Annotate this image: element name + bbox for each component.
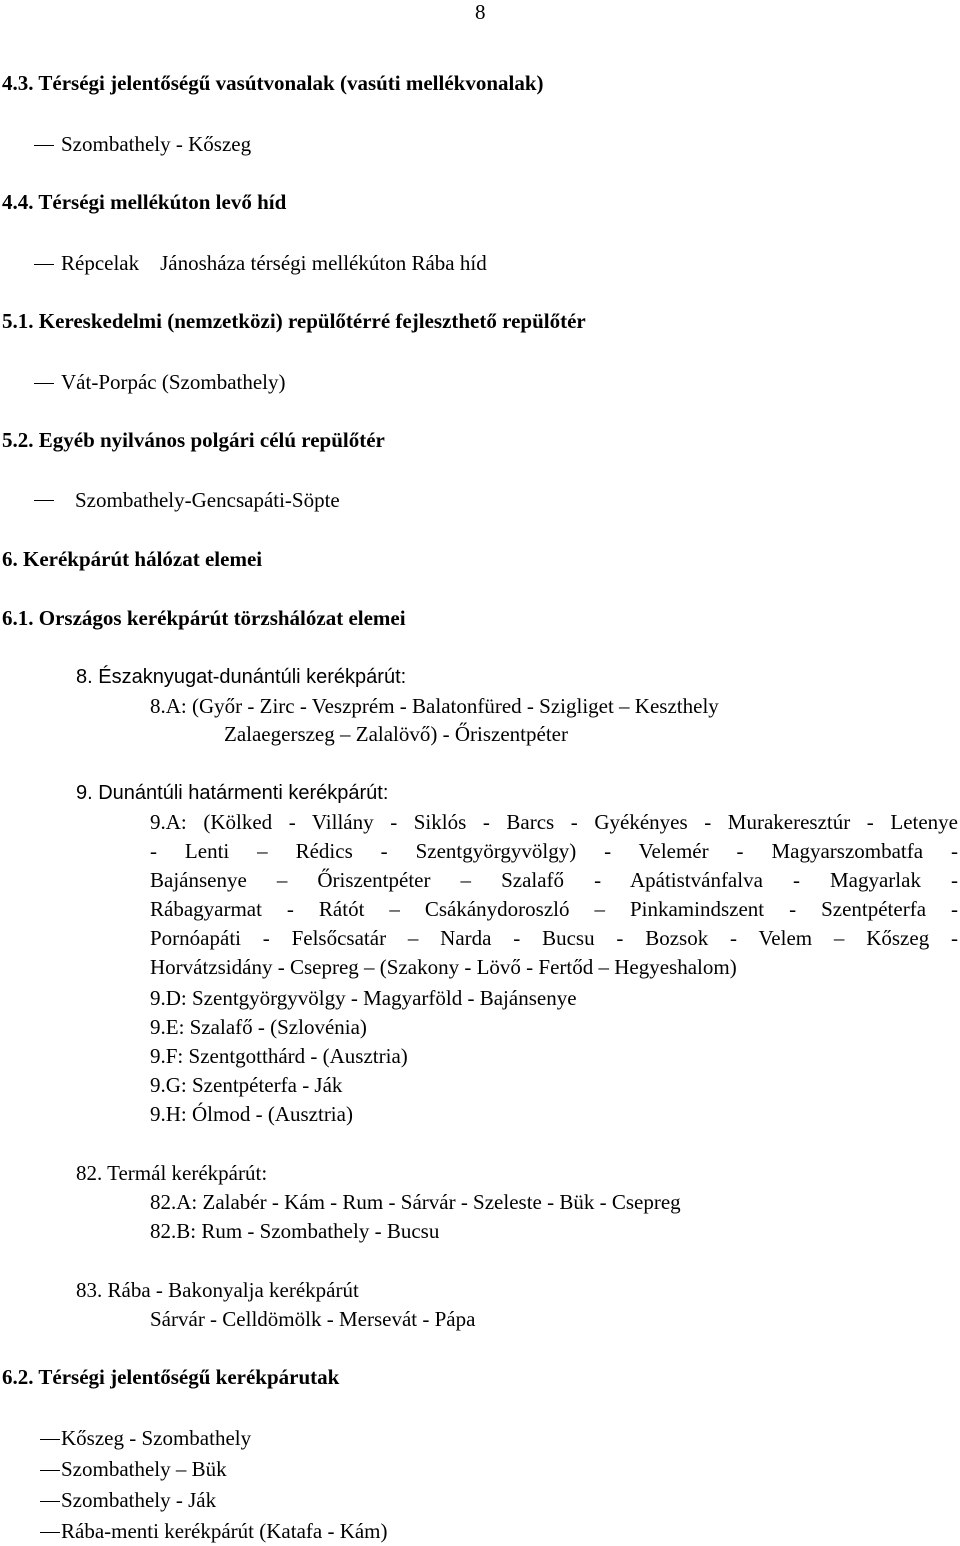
list-item: Szombathely – Bük: [61, 1457, 227, 1481]
route-83-title: 83. Rába - Bakonyalja kerékpárút: [76, 1278, 359, 1302]
route-82b: 82.B: Rum - Szombathely - Bucsu: [150, 1219, 440, 1243]
section-heading-4-3: 4.3. Térségi jelentőségű vasútvonalak (vasúti mellékvonalak): [2, 71, 544, 95]
bullet-dash: [40, 1501, 60, 1502]
section-heading-4-4: 4.4. Térségi mellékúton levő híd: [2, 190, 287, 214]
route-9-title: 9. Dunántúli határmenti kerékpárút:: [76, 782, 389, 804]
route-8a-line2: Zalaegerszeg – Zalalövő) - Őriszentpéter: [224, 722, 568, 746]
route-9h: 9.H: Ólmod - (Ausztria): [150, 1102, 353, 1126]
bullet-dash: [34, 383, 54, 384]
list-item: Szombathely - Ják: [61, 1488, 217, 1512]
bullet-dash: [40, 1470, 60, 1471]
route-9g: 9.G: Szentpéterfa - Ják: [150, 1073, 343, 1097]
bullet-dash: [34, 145, 54, 146]
list-item: Szombathely-Gencsapáti-Söpte: [75, 488, 340, 512]
route-82a: 82.A: Zalabér - Kám - Rum - Sárvár - Szeleste - Bük - Csepreg: [150, 1190, 681, 1214]
list-item: Rába-menti kerékpárút (Katafa - Kám): [61, 1519, 388, 1543]
route-9f: 9.F: Szentgotthárd - (Ausztria): [150, 1044, 408, 1068]
route-83-line: Sárvár - Celldömölk - Mersevát - Pápa: [150, 1307, 476, 1331]
section-heading-6-1: 6.1. Országos kerékpárút törzshálózat elemei: [2, 606, 406, 630]
route-8-title: 8. Északnyugat-dunántúli kerékpárút:: [76, 666, 407, 688]
section-heading-5-2: 5.2. Egyéb nyilvános polgári célú repülőtér: [2, 428, 385, 452]
route-9e: 9.E: Szalafő - (Szlovénia): [150, 1015, 367, 1039]
route-9a-paragraph: [150, 808, 958, 982]
section-heading-5-1: 5.1. Kereskedelmi (nemzetközi) repülőtérré fejleszthető repülőtér: [2, 309, 586, 333]
bullet-dash: [34, 500, 54, 501]
route-9a-line: Rábagyarmat - Rátót – Csákánydoroszló – Pinkamindszent - Szentpéterfa -: [150, 897, 958, 921]
list-item: Vát-Porpác (Szombathely): [61, 370, 286, 394]
list-item: [61, 253, 487, 274]
list-item-text: Répcelak Jánosháza térségi mellékúton Rába híd: [61, 251, 487, 275]
bullet-dash: [40, 1532, 60, 1533]
route-9a-line: - Lenti – Rédics - Szentgyörgyvölgy) - Velemér - Magyarszombatfa -: [150, 839, 958, 863]
route-8a-line1: 8.A: (Győr - Zirc - Veszprém - Balatonfüred - Szigliget – Keszthely: [150, 694, 719, 718]
route-82-title: 82. Termál kerékpárút:: [76, 1161, 268, 1185]
route-9a-line: 9.A: (Kölked - Villány - Siklós - Barcs - Gyékényes - Murakeresztúr - Letenye: [150, 810, 958, 834]
route-9a-line: Bajánsenye – Őriszentpéter – Szalafő - Apátistvánfalva - Magyarlak -: [150, 868, 958, 892]
section-heading-6: 6. Kerékpárút hálózat elemei: [2, 547, 263, 571]
list-item: Szombathely - Kőszeg: [61, 132, 252, 156]
list-item: Kőszeg - Szombathely: [61, 1426, 252, 1450]
bullet-dash: [34, 264, 54, 265]
section-heading-6-2: 6.2. Térségi jelentőségű kerékpárutak: [2, 1365, 340, 1389]
bullet-dash: [40, 1439, 60, 1440]
page-number: 8: [475, 0, 486, 24]
route-9d: 9.D: Szentgyörgyvölgy - Magyarföld - Bajánsenye: [150, 986, 577, 1010]
route-9a-line: Pornóapáti - Felsőcsatár – Narda - Bucsu - Bozsok - Velem – Kőszeg -: [150, 926, 958, 950]
route-9a-line: Horvátzsidány - Csepreg – (Szakony - Lövő - Fertőd – Hegyeshalom): [150, 955, 737, 979]
